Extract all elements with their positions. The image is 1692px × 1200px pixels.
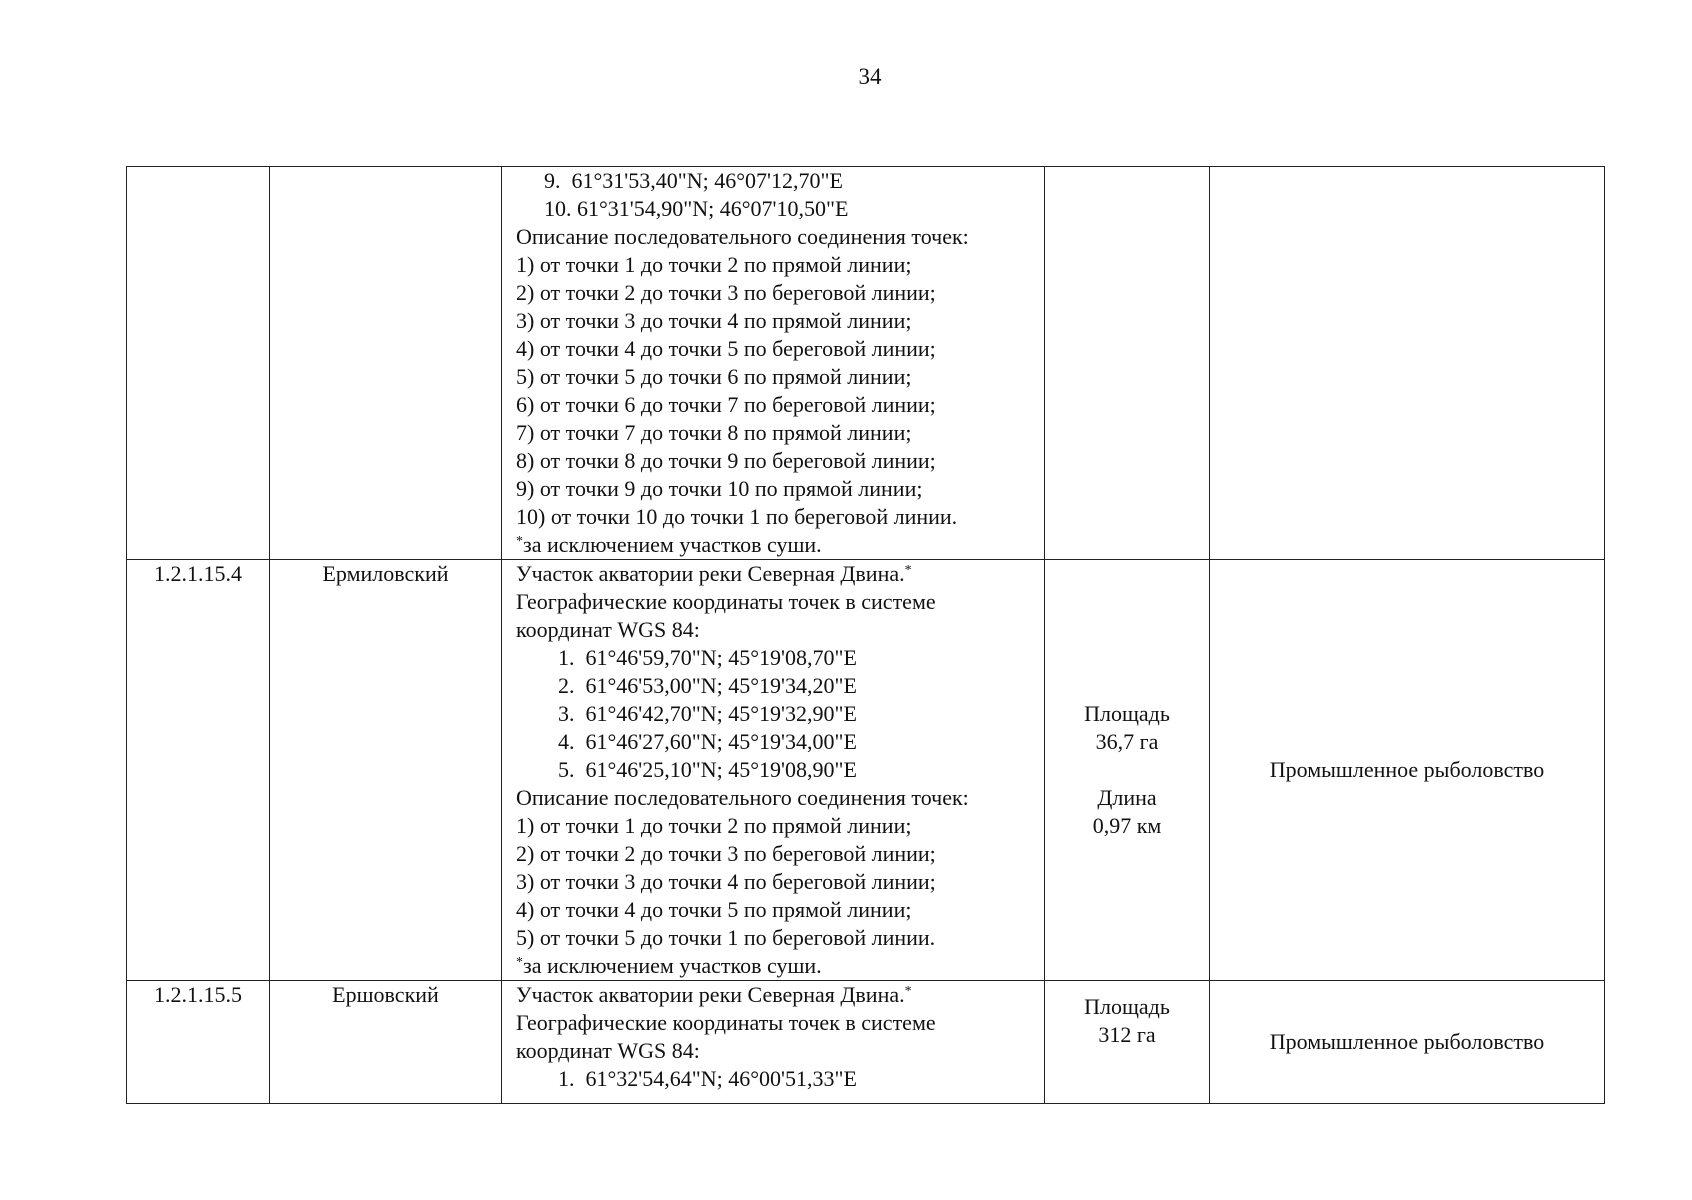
coords-title: координат WGS 84: (516, 617, 700, 642)
coordinate-point: 9. 61°31'53,40"N; 46°07'12,70"E (544, 168, 843, 193)
area-cell (1045, 167, 1210, 560)
coordinate-point: 4. 61°46'27,60"N; 45°19'34,00"E (558, 729, 857, 754)
connection-line: 5) от точки 5 до точки 6 по прямой линии; (516, 364, 912, 389)
page-number: 34 (858, 64, 882, 89)
area-block (1045, 700, 1209, 840)
table-row (127, 560, 1605, 981)
intro-line: Участок акватории реки Северная Двина.* (516, 982, 912, 1007)
coordinate-point: 1. 61°32'54,64"N; 46°00'51,33"E (558, 1066, 857, 1091)
connection-title: Описание последовательного соединения точек: (516, 785, 969, 810)
area-value: 36,7 га (1095, 729, 1159, 754)
connection-line: 3) от точки 3 до точки 4 по береговой линии; (516, 869, 936, 894)
length-value: 0,97 км (1092, 813, 1162, 838)
code-cell (127, 167, 270, 560)
purpose-cell: Промышленное рыболовство (1210, 560, 1605, 981)
purpose-cell (1210, 167, 1605, 560)
code-cell: 1.2.1.15.5 (127, 981, 270, 1104)
footnote: *за исключением участков суши. (516, 953, 822, 978)
connection-line: 3) от точки 3 до точки 4 по прямой линии; (516, 308, 912, 333)
coords-title: Географические координаты точек в системе (516, 589, 936, 614)
fishing-areas-table (126, 166, 1605, 1104)
length-label: Длина (1097, 785, 1157, 810)
coordinate-point: 3. 61°46'42,70"N; 45°19'32,90"E (558, 701, 857, 726)
area-cell (1045, 981, 1210, 1104)
name-cell: Ермиловский (270, 560, 502, 981)
connection-line: 7) от точки 7 до точки 8 по прямой линии; (516, 420, 912, 445)
area-block (1045, 993, 1209, 1049)
connection-line: 2) от точки 2 до точки 3 по береговой линии; (516, 280, 936, 305)
connection-line: 1) от точки 1 до точки 2 по прямой линии; (516, 252, 912, 277)
connection-line: 4) от точки 4 до точки 5 по береговой линии; (516, 336, 936, 361)
connection-line: 1) от точки 1 до точки 2 по прямой линии; (516, 813, 912, 838)
code-cell: 1.2.1.15.4 (127, 560, 270, 981)
area-cell (1045, 560, 1210, 981)
connection-line: 2) от точки 2 до точки 3 по береговой линии; (516, 841, 936, 866)
description-cell (502, 560, 1045, 981)
connection-line: 5) от точки 5 до точки 1 по береговой линии. (516, 925, 936, 950)
name-cell (270, 167, 502, 560)
table-row (127, 167, 1605, 560)
connection-title: Описание последовательного соединения точек: (516, 224, 969, 249)
connection-line: 10) от точки 10 до точки 1 по береговой линии. (516, 504, 958, 529)
coordinate-point: 1. 61°46'59,70"N; 45°19'08,70"E (558, 645, 857, 670)
purpose-cell: Промышленное рыболовство (1210, 981, 1605, 1104)
coordinate-point: 2. 61°46'53,00"N; 45°19'34,20"E (558, 673, 857, 698)
coordinate-point: 5. 61°46'25,10"N; 45°19'08,90"E (558, 757, 857, 782)
connection-line: 9) от точки 9 до точки 10 по прямой линии; (516, 476, 923, 501)
description-cell (502, 981, 1045, 1104)
table-row (127, 981, 1605, 1104)
footnote: *за исключением участков суши. (516, 532, 822, 557)
intro-line: Участок акватории реки Северная Двина.* (516, 561, 912, 586)
connection-line: 8) от точки 8 до точки 9 по береговой линии; (516, 448, 936, 473)
area-label: Площадь (1084, 994, 1170, 1019)
description-cell (502, 167, 1045, 560)
area-label: Площадь (1084, 701, 1170, 726)
connection-line: 4) от точки 4 до точки 5 по прямой линии; (516, 897, 912, 922)
connection-line: 6) от точки 6 до точки 7 по береговой линии; (516, 392, 936, 417)
coordinate-point: 10. 61°31'54,90"N; 46°07'10,50"E (544, 196, 849, 221)
coords-title: координат WGS 84: (516, 1038, 700, 1063)
area-value: 312 га (1098, 1022, 1156, 1047)
name-cell: Ершовский (270, 981, 502, 1104)
coords-title: Географические координаты точек в системе (516, 1010, 936, 1035)
